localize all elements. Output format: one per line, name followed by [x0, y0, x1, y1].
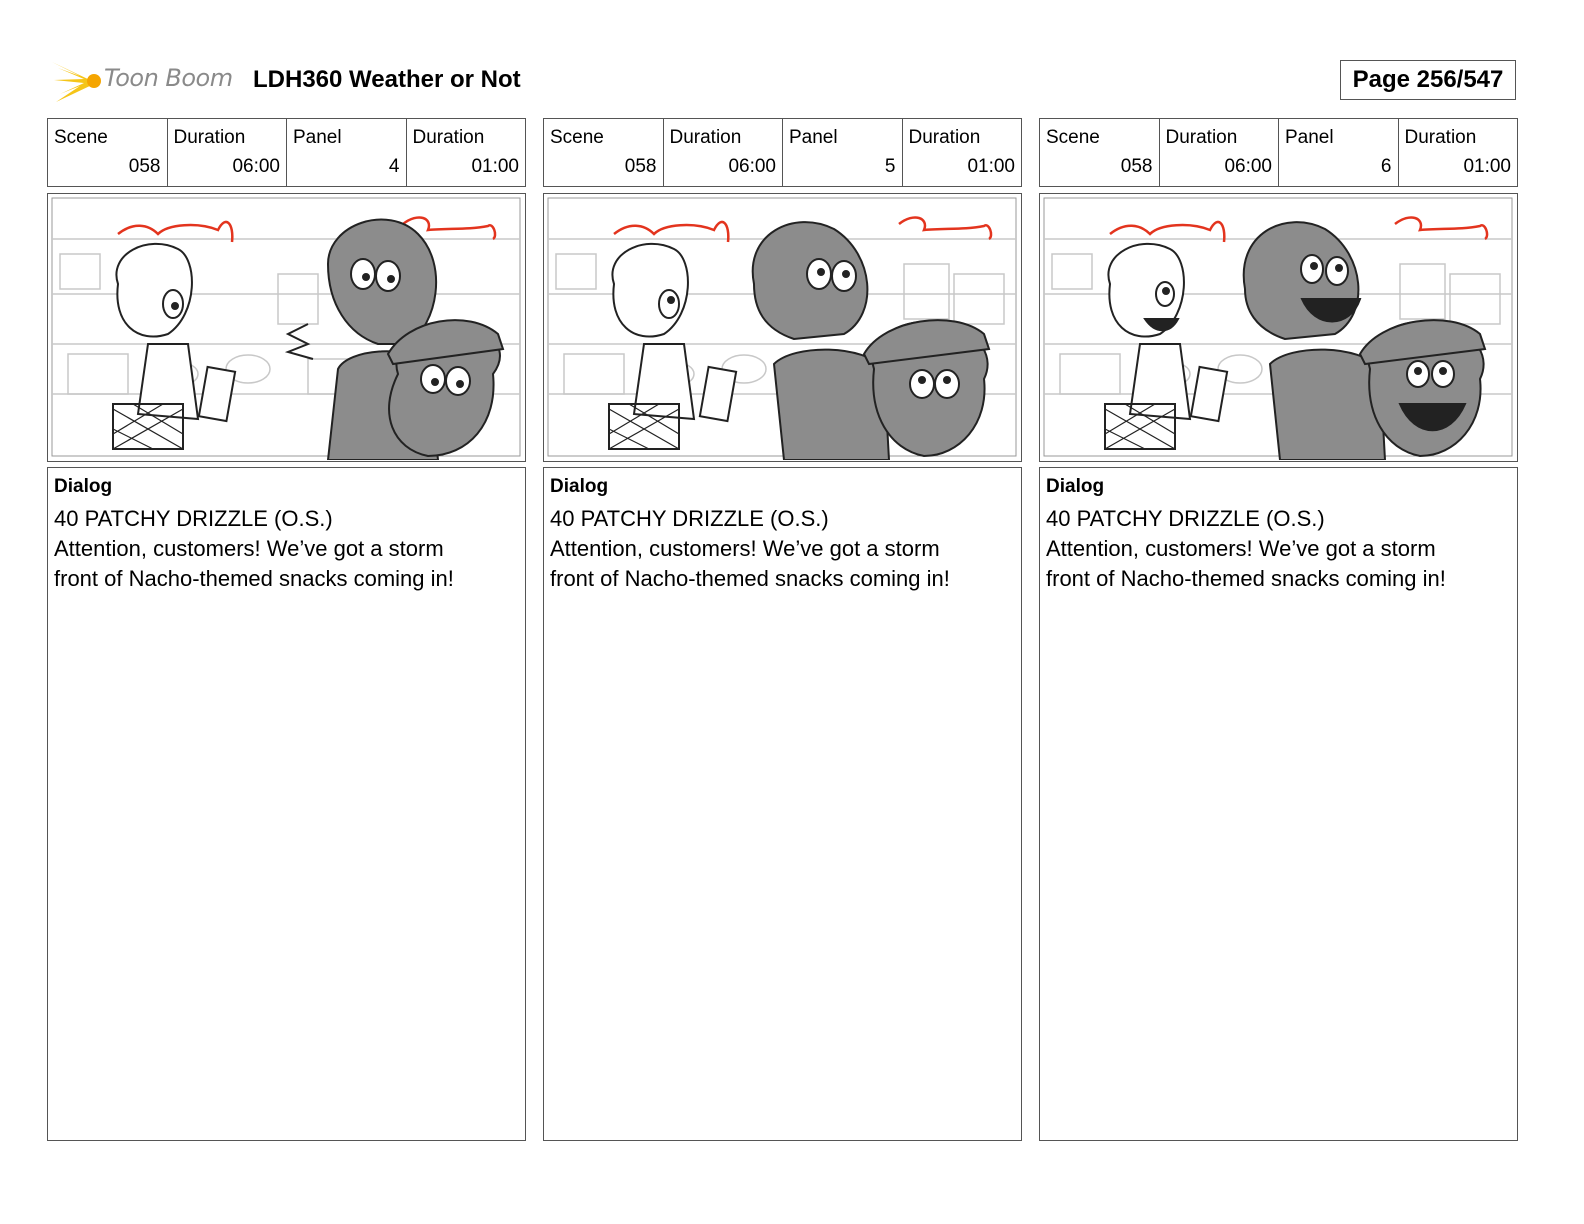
- scene-value: 058: [624, 156, 657, 177]
- panel-info-row: [543, 118, 1022, 187]
- panel-number: 4: [388, 156, 400, 177]
- scene-value: 058: [128, 156, 161, 177]
- dialog-speaker: 40 PATCHY DRIZZLE (O.S.): [1046, 506, 1325, 531]
- starburst-icon: [50, 56, 110, 106]
- dialog-line-1: Attention, customers! We’ve got a storm: [550, 536, 940, 561]
- panel-label: Panel: [1285, 127, 1334, 148]
- scene-duration-cell: [1160, 119, 1280, 186]
- dialog-box: [1039, 467, 1518, 1141]
- scene-label: Scene: [550, 127, 604, 148]
- dialog-label: Dialog: [550, 476, 609, 497]
- panel-duration-cell: [407, 119, 526, 186]
- scene-label: Scene: [54, 127, 108, 148]
- panel-sketch-image: [543, 193, 1022, 462]
- scene-cell: [48, 119, 168, 186]
- panel-sketch-image: [47, 193, 526, 462]
- dialog-line-2: front of Nacho-themed snacks coming in!: [550, 566, 950, 591]
- duration-label: Duration: [1404, 127, 1477, 148]
- scene-duration-cell: [168, 119, 288, 186]
- panel-info-row: [1039, 118, 1518, 187]
- page-indicator: Page 256/547: [1340, 60, 1516, 100]
- scene-value: 058: [1120, 156, 1153, 177]
- toon-boom-logo: [50, 56, 240, 106]
- scene-label: Scene: [1046, 127, 1100, 148]
- panel-duration-value: 01:00: [471, 156, 519, 177]
- dialog-speaker: 40 PATCHY DRIZZLE (O.S.): [550, 506, 829, 531]
- panel-cell: [1279, 119, 1399, 186]
- scene-duration-value: 06:00: [728, 156, 776, 177]
- duration-label: Duration: [669, 127, 742, 148]
- dialog-line-2: front of Nacho-themed snacks coming in!: [1046, 566, 1446, 591]
- dialog-line-1: Attention, customers! We’ve got a storm: [1046, 536, 1436, 561]
- duration-label: Duration: [908, 127, 981, 148]
- panel-number: 5: [884, 156, 896, 177]
- scene-cell: [1040, 119, 1160, 186]
- duration-label: Duration: [173, 127, 246, 148]
- duration-label: Duration: [1165, 127, 1238, 148]
- dialog-label: Dialog: [1046, 476, 1105, 497]
- dialog-speaker: 40 PATCHY DRIZZLE (O.S.): [54, 506, 333, 531]
- document-title: LDH360 Weather or Not: [253, 66, 521, 93]
- scene-cell: [544, 119, 664, 186]
- panel-sketch-image: [1039, 193, 1518, 462]
- panel-duration-cell: [1399, 119, 1518, 186]
- brand-name: Toon Boom: [104, 64, 233, 92]
- panel-duration-value: 01:00: [967, 156, 1015, 177]
- scene-duration-value: 06:00: [232, 156, 280, 177]
- panel-label: Panel: [293, 127, 342, 148]
- duration-label: Duration: [412, 127, 485, 148]
- scene-duration-cell: [664, 119, 784, 186]
- dialog-line-2: front of Nacho-themed snacks coming in!: [54, 566, 454, 591]
- panel-info-row: [47, 118, 526, 187]
- panel-cell: [783, 119, 903, 186]
- panel-duration-cell: [903, 119, 1022, 186]
- panel-label: Panel: [789, 127, 838, 148]
- panel-number: 6: [1380, 156, 1392, 177]
- scene-duration-value: 06:00: [1224, 156, 1272, 177]
- dialog-box: [47, 467, 526, 1141]
- panel-duration-value: 01:00: [1463, 156, 1511, 177]
- dialog-line-1: Attention, customers! We’ve got a storm: [54, 536, 444, 561]
- dialog-label: Dialog: [54, 476, 113, 497]
- panel-cell: [287, 119, 407, 186]
- dialog-box: [543, 467, 1022, 1141]
